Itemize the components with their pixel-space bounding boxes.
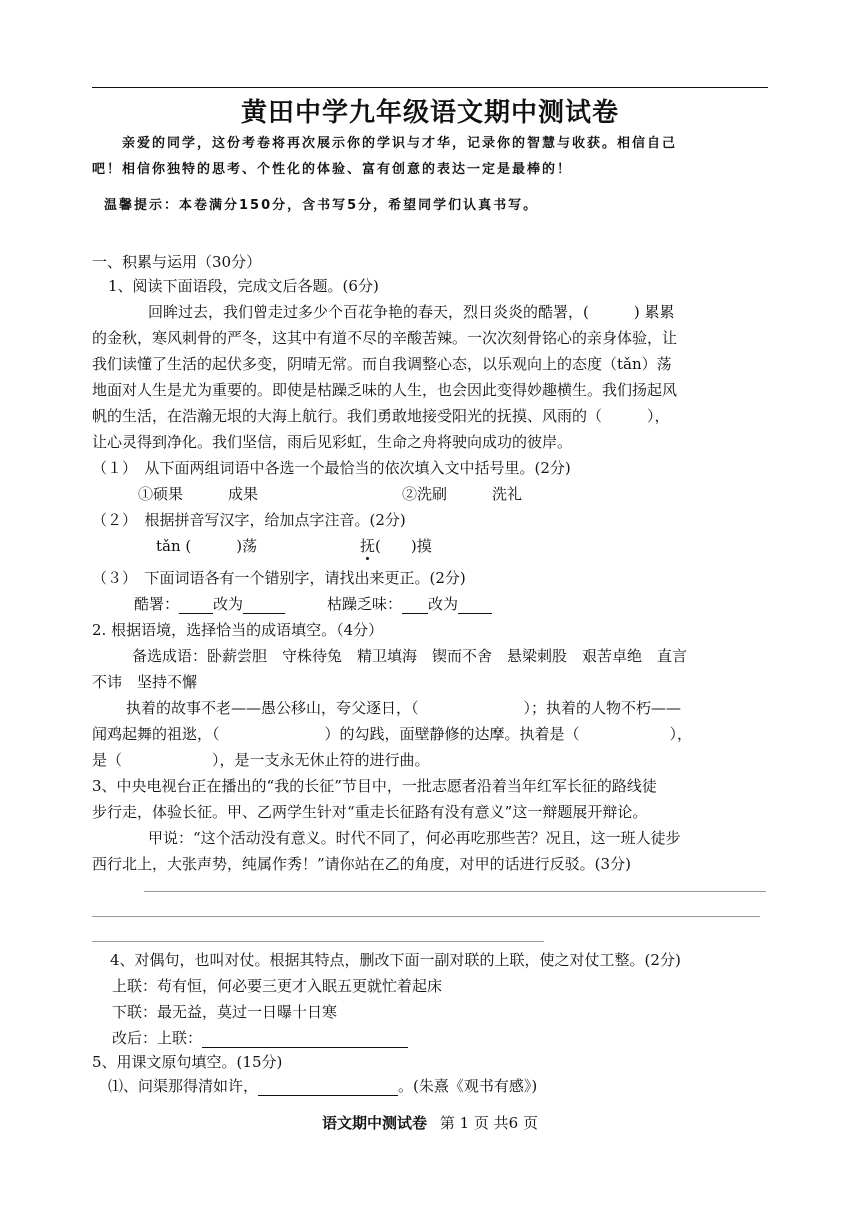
q2-text-line-3: 是（ ），是一支永无休止符的进行曲。 — [92, 751, 430, 769]
q4-lower: 下联：最无益，莫过一日曝十日寒 — [112, 1003, 338, 1021]
q1-passage-line-1: 回眸过去，我们曾走过多少个百花争艳的春天，烈日炎炎的酷署，( ) 累累 — [148, 303, 675, 321]
fix-blank-4[interactable] — [458, 597, 492, 614]
q1-pinyin-a: tǎn ( )荡 — [156, 537, 258, 555]
page-title: 黄田中学九年级语文期中测试卷 — [240, 98, 619, 128]
q1-fix-row — [134, 594, 492, 614]
q1-option-1: ①硕果 成果 — [138, 485, 259, 503]
tip-line: 温馨提示：本卷满分150分，含书写5分，希望同学们认真书写。 — [104, 198, 539, 213]
intro-line-2: 吧！相信你独特的思考、个性化的体验、富有创意的表达一定是最棒的！ — [92, 162, 573, 177]
q1-sub1: （１） 从下面两组词语中各选一个最恰当的依次填入文中括号里。(2分) — [92, 459, 571, 477]
q5-item-1-blank[interactable] — [258, 1079, 398, 1096]
q3-line-3: 甲说：“这个活动没有意义。时代不同了，何必再吃那些苦？况且，这一班人徒步 — [148, 829, 681, 847]
dotted-char: 抚 — [360, 537, 376, 555]
q4-answer-blank[interactable] — [202, 1031, 408, 1048]
q2-options-line-1: 备选成语：卧薪尝胆 守株待兔 精卫填海 锲而不舍 悬梁刺股 艰苦卓绝 直言 — [132, 647, 688, 665]
answer-line-1[interactable] — [144, 891, 766, 892]
q4-upper: 上联：苟有恒，何必要三更才入眠五更就忙着起床 — [112, 977, 443, 995]
q3-line-1: 3、中央电视台正在播出的“我的长征”节目中，一批志愿者沿着当年红军长征的路线徒 — [92, 777, 657, 795]
q1-pinyin-b — [360, 536, 432, 556]
footer-page-number: 第 1 页 共6 页 — [439, 1114, 538, 1132]
q4-revised — [112, 1028, 408, 1048]
q2-text-line-2: 闻鸡起舞的祖逖，（ ）的勾践，面壁静修的达摩。执着是（ ）， — [92, 725, 693, 743]
fix-blank-1[interactable] — [179, 597, 213, 614]
q1-passage-line-5: 帆的生活，在浩瀚无垠的大海上航行。我们勇敢地接受阳光的抚摸、风雨的（ ）， — [92, 407, 670, 425]
q1-option-2: ②洗刷 洗礼 — [402, 485, 523, 503]
q5-item-1-text: ⑴、问渠那得清如许， — [108, 1077, 259, 1095]
q1-passage-line-3: 我们读懂了生活的起伏多变，阴晴无常。而自我调整心态，以乐观向上的态度（tǎn）荡 — [92, 355, 672, 373]
q3-line-4: 西行北上，大张声势，纯属作秀！”请你站在乙的角度，对甲的话进行反驳。(3分) — [92, 855, 631, 873]
q1-passage-line-2: 的金秋，寒风刺骨的严冬，这其中有道不尽的辛酸苦辣。一次次刻骨铭心的亲身体验，让 — [92, 329, 678, 347]
q1-stem: 1、阅读下面语段，完成文后各题。(6分) — [108, 277, 379, 295]
intro-line-1: 亲爱的同学，这份考卷将再次展示你的学识与才华，记录你的智慧与收获。相信自己 — [122, 136, 678, 151]
fix-blank-2[interactable] — [243, 597, 285, 614]
q1-sub3: （３） 下面词语各有一个错别字，请找出来更正。(2分) — [92, 569, 466, 587]
q4-stem: 4、对偶句，也叫对仗。根据其特点，删改下面一副对联的上联，使之对仗工整。(2分) — [110, 951, 681, 969]
q1-passage-line-6: 让心灵得到净化。我们坚信，雨后见彩虹，生命之舟将驶向成功的彼岸。 — [92, 433, 573, 451]
answer-line-2[interactable] — [92, 916, 760, 917]
page-footer — [0, 1112, 860, 1133]
footer-title: 语文期中测试卷 — [322, 1114, 428, 1132]
q2-stem: 2. 根据语境，选择恰当的成语填空。（4分） — [92, 621, 384, 639]
q2-text-line-1: 执着的故事不老——愚公移山，夸父逐日，（ ）；执着的人物不朽—— — [126, 699, 682, 717]
answer-line-3[interactable] — [92, 941, 544, 942]
fix-blank-3[interactable] — [402, 597, 428, 614]
top-rule — [92, 87, 768, 88]
section-heading: 一、积累与运用（30分） — [92, 253, 262, 271]
fix-word-2: 枯躁乏味： — [327, 595, 403, 613]
q1-sub2: （２） 根据拼音写汉字，给加点字注音。(2分) — [92, 511, 406, 529]
q1-passage-line-4: 地面对人生是尤为重要的。即使是枯躁乏味的人生，也会因此变得妙趣横生。我们扬起风 — [92, 381, 678, 399]
fix-word-1: 酷署： — [134, 595, 180, 613]
q5-item-1 — [108, 1076, 537, 1096]
fix-change-1: 改为 — [213, 595, 244, 613]
q2-options-line-2: 不讳 坚持不懈 — [92, 673, 198, 691]
q3-line-2: 步行走，体验长征。甲、乙两学生针对“重走长征路有没有意义”这一辩题展开辩论。 — [92, 803, 648, 821]
q5-stem: 5、用课文原句填空。(15分) — [92, 1053, 283, 1071]
q4-revised-label: 改后：上联： — [112, 1029, 203, 1047]
q5-item-1-source: 。(朱熹《观书有感》) — [398, 1077, 538, 1095]
q1-pinyin-b-rest: ( )摸 — [375, 537, 432, 555]
fix-change-2: 改为 — [428, 595, 459, 613]
